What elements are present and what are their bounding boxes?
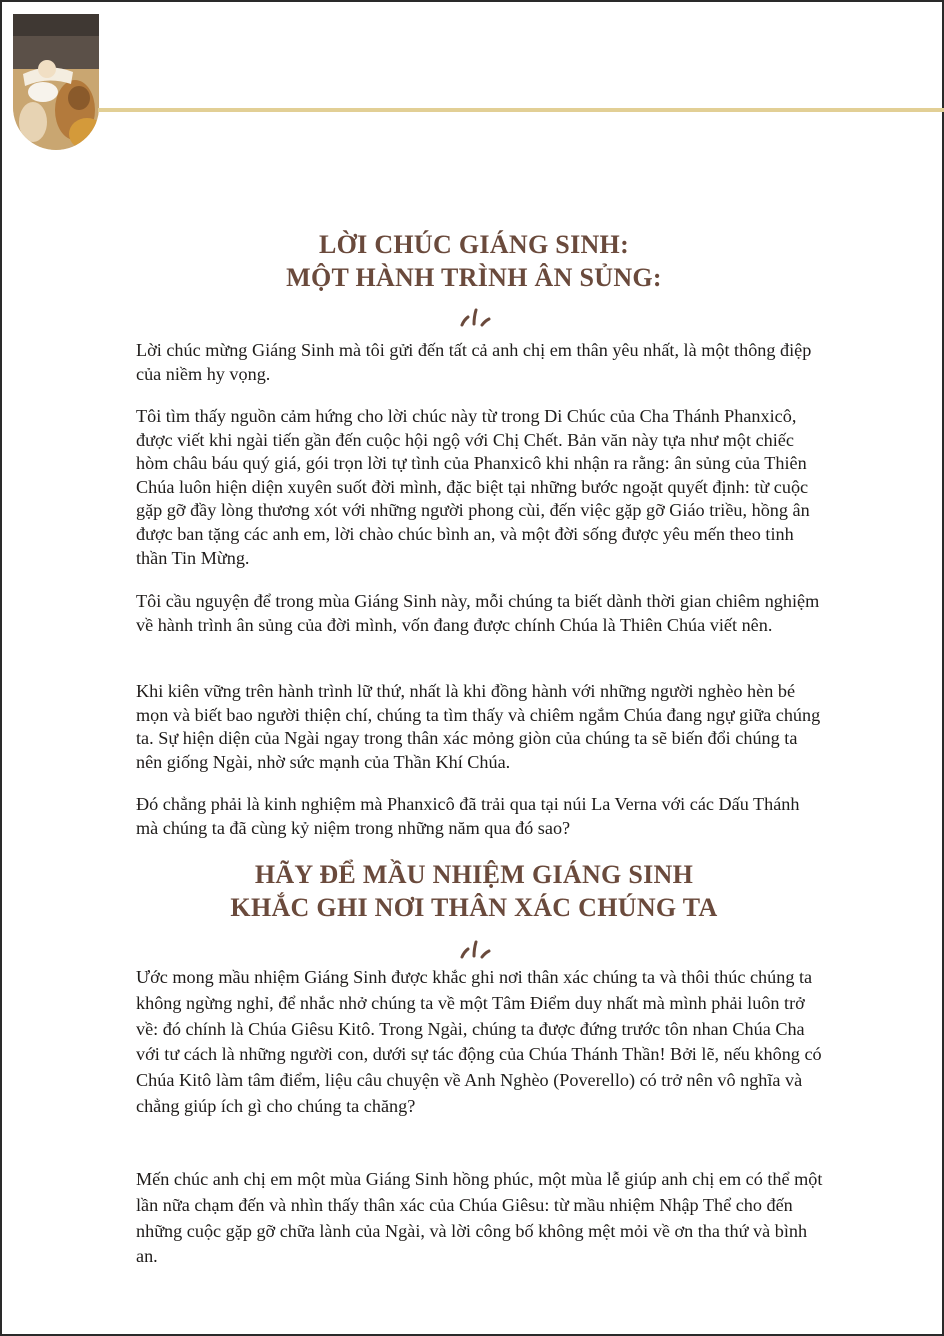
paragraph: Đó chẳng phải là kinh nghiệm mà Phanxicô đã trải qua tại núi La Verna với các Dấu Thánh mà chúng ta đã cùng kỷ niệm trong những năm qua đó sao? <box>136 794 800 838</box>
paragraph: Tôi cầu nguyện để trong mùa Giáng Sinh này, mỗi chúng ta biết dành thời gian chiêm nghiệm về hành trình ân sủng của đời mình, vốn đang được chính Chúa là Thiên Chúa viết nên. <box>136 591 820 635</box>
section-heading-2: HÃY ĐỂ MẦU NHIỆM GIÁNG SINH KHẮC GHI NƠI THÂN XÁC CHÚNG TA <box>230 860 718 922</box>
paragraph: Khi kiên vững trên hành trình lữ thứ, nhất là khi đồng hành với những người nghèo hèn bé mọn và biết bao người thiện chí, chúng ta tìm thấy và chiêm ngắm Chúa đang ngự giữa chúng ta. Sự hiện diện của Ngài ngay trong thân xác mỏng giòn của chúng ta sẽ biến đổi chúng ta nên giống Ngài, nhờ sức mạnh của Thần Khí Chúa. <box>136 681 821 772</box>
top-gold-rule <box>98 108 944 112</box>
section-heading-1: LỜI CHÚC GIÁNG SINH: MỘT HÀNH TRÌNH ÂN SỦNG: <box>286 230 662 292</box>
paragraph: Tôi tìm thấy nguồn cảm hứng cho lời chúc này từ trong Di Chúc của Cha Thánh Phanxicô, được viết khi ngài tiến gần đến cuộc hội ngộ với Chị Chết. Bản văn này tựa như một chiếc hòm châu báu quý giá, gói trọn lời tự tình của Phanxicô khi nhận ra rằng: ân sủng của Thiên Chúa luôn hiện diện xuyên suốt đời mình, đặc biệt tại những bước ngoặt quyết định: từ cuộc gặp gỡ đầy lòng thương xót với những người phong cùi, đến việc gặp gỡ Giáo triều, hồng ân được ban tặng các anh em, lời chào chúc bình an, và một đời sống được yêu mến theo tinh thần Tin Mừng. <box>136 406 810 568</box>
ornament-icon <box>454 937 494 961</box>
ornament-icon <box>454 305 494 329</box>
nativity-illustration <box>13 14 99 150</box>
paragraph: Lời chúc mừng Giáng Sinh mà tôi gửi đến tất cả anh chị em thân yêu nhất, là một thông điệp của niềm hy vọng. <box>136 340 812 384</box>
paragraph: Mến chúc anh chị em một mùa Giáng Sinh hồng phúc, một mùa lễ giúp anh chị em có thể một lần nữa chạm đến và nhìn thấy thân xác của Chúa Giêsu: từ mầu nhiệm Nhập Thể cho đến những cuộc gặp gỡ chữa lành của Ngài, và lời công bố không mệt mỏi về ơn tha thứ và bình an. <box>136 1169 823 1267</box>
paragraph: Ước mong mầu nhiệm Giáng Sinh được khắc ghi nơi thân xác chúng ta và thôi thúc chúng ta không ngừng nghỉ, để nhắc nhở chúng ta về một Tâm Điểm duy nhất mà mình phải luôn trở về: đó chính là Chúa Giêsu Kitô. Trong Ngài, chúng ta được đứng trước tôn nhan Chúa Cha với tư cách là những người con, dưới sự tác động của Chúa Thánh Thần! Bởi lẽ, nếu không có Chúa Kitô làm tâm điểm, liệu câu chuyện về Anh Nghèo (Poverello) có trở nên vô nghĩa và chẳng giúp ích gì cho chúng ta chăng? <box>136 967 822 1116</box>
nativity-image-icon <box>13 14 99 150</box>
